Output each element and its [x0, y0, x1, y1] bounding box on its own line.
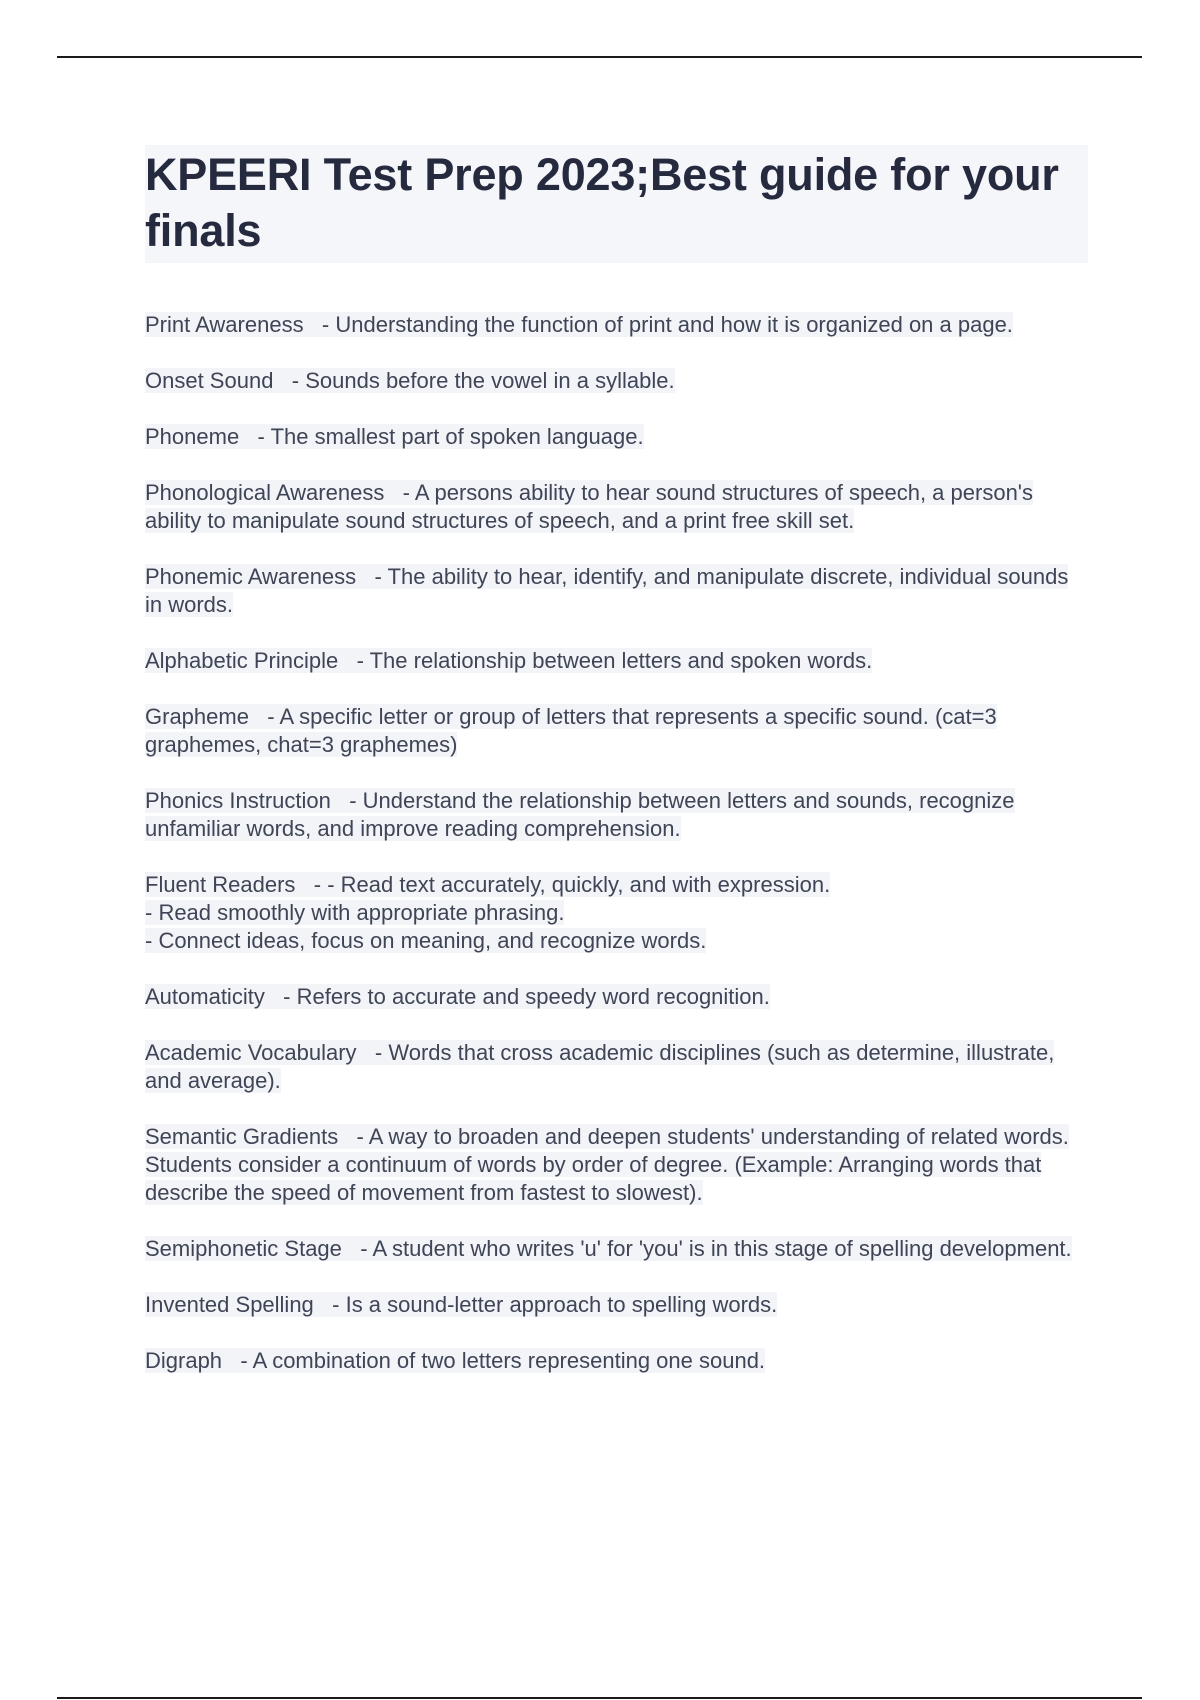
- entry-definition: - The smallest part of spoken language.: [257, 424, 644, 449]
- entry-term: Phonemic Awareness: [145, 564, 357, 589]
- title-block: [145, 145, 1088, 263]
- entry-term: Digraph: [145, 1348, 223, 1373]
- glossary-entry: [145, 479, 1090, 535]
- glossary-entry: [145, 1235, 1090, 1263]
- glossary-entry: [145, 311, 1090, 339]
- entry-term: Fluent Readers: [145, 872, 296, 897]
- entry-definition: - A combination of two letters representing one sound.: [240, 1348, 766, 1373]
- glossary-entry: [145, 1039, 1090, 1095]
- glossary-entry: [145, 703, 1090, 759]
- entry-term: Academic Vocabulary: [145, 1040, 357, 1065]
- glossary-entry: [145, 1347, 1090, 1375]
- glossary-entry: [145, 983, 1090, 1011]
- document-title: KPEERI Test Prep 2023;Best guide for your finals: [145, 149, 1059, 256]
- entry-definition: - Understand the relationship between letters and sounds, recognize unfamiliar words, and improve reading comprehension.: [145, 788, 1015, 841]
- glossary-entry: [145, 871, 1090, 955]
- entry-definition: - A student who writes 'u' for 'you' is in this stage of spelling development.: [360, 1236, 1072, 1261]
- entry-definition: - The relationship between letters and spoken words.: [356, 648, 873, 673]
- glossary-entry: [145, 1291, 1090, 1319]
- entry-definition: - Understanding the function of print and how it is organized on a page.: [321, 312, 1013, 337]
- glossary-entry: [145, 1123, 1090, 1207]
- entry-definition: - - Read text accurately, quickly, and with expression.: [313, 872, 831, 897]
- glossary-entry: [145, 787, 1090, 843]
- entry-definition: - Sounds before the vowel in a syllable.: [291, 368, 675, 393]
- entry-term: Alphabetic Principle: [145, 648, 339, 673]
- entry-term: Phonological Awareness: [145, 480, 385, 505]
- entry-definition: - Is a sound-letter approach to spelling words.: [332, 1292, 778, 1317]
- glossary-entry: [145, 563, 1090, 619]
- entry-term: Semiphonetic Stage: [145, 1236, 342, 1261]
- entry-definition: - A persons ability to hear sound structures of speech, a person's ability to manipulate sound structures of speech, and a print free skill set.: [145, 480, 1034, 533]
- entry-term: Invented Spelling: [145, 1292, 314, 1317]
- entry-term: Phoneme: [145, 424, 240, 449]
- entry-term: Automaticity: [145, 984, 265, 1009]
- entry-definition: - Refers to accurate and speedy word recognition.: [283, 984, 770, 1009]
- entry-term: Phonics Instruction: [145, 788, 331, 813]
- entry-term: Grapheme: [145, 704, 249, 729]
- entry-definition-line: - Connect ideas, focus on meaning, and recognize words.: [145, 928, 707, 953]
- entry-definition: - A way to broaden and deepen students' understanding of related words. Students consider a continuum of words by order of degree. (Example: Arranging words that describe the speed of movement from fastest to slowest).: [145, 1124, 1069, 1205]
- entry-definition-line: - Read smoothly with appropriate phrasing.: [145, 900, 565, 925]
- entry-definition: - Words that cross academic disciplines (such as determine, illustrate, and average).: [145, 1040, 1055, 1093]
- entry-term: Semantic Gradients: [145, 1124, 339, 1149]
- glossary-entry: [145, 423, 1090, 451]
- glossary-entry: [145, 647, 1090, 675]
- entry-definition: - A specific letter or group of letters that represents a specific sound. (cat=3 graphemes, chat=3 graphemes): [145, 704, 997, 757]
- top-divider: [57, 56, 1142, 58]
- glossary-list: [145, 311, 1090, 1403]
- bottom-divider: [57, 1697, 1142, 1699]
- entry-term: Print Awareness: [145, 312, 304, 337]
- glossary-entry: [145, 367, 1090, 395]
- entry-term: Onset Sound: [145, 368, 274, 393]
- entry-definition: - The ability to hear, identify, and manipulate discrete, individual sounds in words.: [145, 564, 1069, 617]
